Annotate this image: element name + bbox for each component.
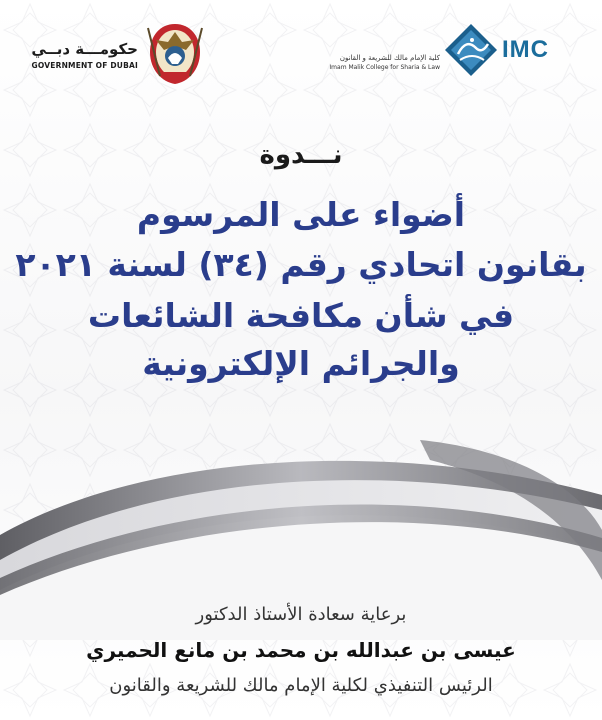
title-line-2: بقانون اتحادي رقم (٣٤) لسنة ٢٠٢١ — [15, 245, 587, 284]
patronage-intro: برعاية سعادة الأستاذ الدكتور — [195, 604, 407, 625]
patron-position: الرئيس التنفيذي لكلية الإمام مالك للشريعة والقانون — [109, 675, 493, 696]
title-line-4: والجرائم الإلكترونية — [142, 344, 460, 383]
imc-college-logo — [318, 22, 568, 80]
imc-acronym: IMC — [502, 36, 549, 63]
title-line-1: أضواء على المرسوم — [136, 195, 466, 234]
dubai-falcon-emblem-icon — [142, 18, 208, 88]
patron-name: عيسى بن عبدالله بن محمد بن مانع الحميري — [86, 638, 516, 662]
dubai-name-english: GOVERNMENT OF DUBAI — [31, 61, 138, 70]
government-of-dubai-logo — [20, 18, 210, 88]
college-name-english: Imam Malik College for Sharia & Law — [329, 64, 440, 71]
dubai-name-arabic: حكومـــة دبــي — [31, 40, 138, 58]
event-type: نـــدوة — [259, 140, 343, 170]
imc-calligraphy-emblem-icon — [442, 22, 500, 78]
title-line-3: في شأن مكافحة الشائعات — [87, 296, 515, 335]
college-name-arabic: كلية الإمام مالك للشريعة و القانون — [339, 54, 440, 62]
